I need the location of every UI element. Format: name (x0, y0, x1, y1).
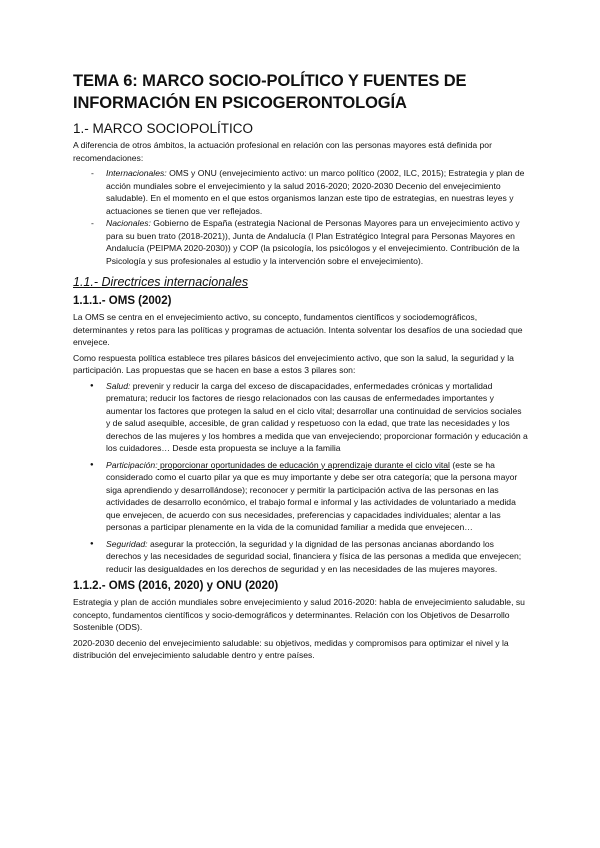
pillars-list (73, 380, 528, 576)
section-intro: A diferencia de otros ámbitos, la actuación profesional en relación con las personas mayores está definida por recomendaciones: (73, 140, 492, 163)
item-underlined-text: proporcionar oportunidades de educación y aprendizaje durante el ciclo vital (157, 459, 450, 470)
heading-oms-2002: 1.1.1.- OMS (2002) (73, 295, 172, 307)
list-item-seguridad (73, 538, 528, 576)
list-item-nacionales (73, 217, 528, 267)
paragraph: 2020-2030 decenio del envejecimiento saludable: su objetivos, medidas y compromisos para optimizar el nivel y la distribución del envejecimiento saludable dentro y entre países. (73, 637, 509, 660)
paragraph: Como respuesta política establece tres pilares básicos del envejecimiento activo, que son la salud, la seguridad y la participación. Las propuestas que se hacen en base a estos 3 pilares son: (73, 352, 514, 375)
recommendations-list (73, 167, 528, 267)
item-text: Gobierno de España (estrategia Nacional de Personas Mayores para un envejecimiento activo y para su buen trato (2018-2021)), Junta de Andalucía (I Plan Estratégico Integral para Personas Mayores en Andalucía (PEIPMA 2020-2030)) y COP (la psicología, los psicólogos y el envejecimiento. Contribución de la Psicología y sus profesionales al estudio y la intervención sobre el envejecimiento). (106, 218, 520, 266)
document-title: TEMA 6: MARCO SOCIO-POLÍTICO Y FUENTES DE INFORMACIÓN EN PSICOGERONTOLOGÍA (73, 72, 467, 112)
document-page (73, 70, 528, 665)
item-text: asegurar la protección, la seguridad y la dignidad de las personas ancianas abordando los derechos y las necesidades de seguridad social, financiera y física de las personas a medida que envejecen; reducir las desigualdades en los derechos de seguridad y en las necesidades de las mujeres mayores. (106, 538, 522, 574)
item-text: (este se ha considerado como el cuarto pilar ya que es muy importante y debe ser otra categoría; que la persona mayor siga aprendiendo y desarrollándose); reconocer y permitir la participación activa de las personas en las actividades de desarrollo económico, el trabajo formal e informal y las actividades de voluntariado a medida que envejecen, de acuerdo con sus necesidades, preferencias y capacidades individuales; alentar a las personas a participar plenamente en la vida de la comunidad familiar a medida que envejecen… (106, 459, 518, 532)
heading-oms-onu-2020: 1.1.2.- OMS (2016, 2020) y ONU (2020) (73, 580, 279, 592)
item-text: prevenir y reducir la carga del exceso de discapacidades, enfermedades crónicas y mortalidad prematura; reducir los factores de riesgo relacionados con las causas de enfermedades importantes y aumentar los factores que protegen la salud en el ciclo vital; desarrollar una continuidad de servicios sociales y de salud asequible, accesible, de gran calidad y respetuoso con la edad, que trate las necesidades y los derechos de las mujeres y los hombres a medida que van envejeciendo; proporcionar formación y educación a los cuidadores… Desde esta propuesta se incluye a la familia (106, 380, 528, 453)
item-label: Salud: (106, 380, 131, 391)
section-heading-marco: 1.- MARCO SOCIOPOLÍTICO (73, 121, 254, 136)
paragraph: Estrategia y plan de acción mundiales sobre envejecimiento y salud 2016-2020: habla de envejecimiento saludable, su concepto, fundamentos científicos y socio-demográficos y determinantes. Relación con los Objetivos de Desarrollo Sostenible (ODS). (73, 597, 525, 632)
list-item-salud (73, 380, 528, 455)
subsection-heading-directrices: 1.1.- Directrices internacionales (73, 275, 249, 289)
paragraph: La OMS se centra en el envejecimiento activo, su concepto, fundamentos científicos y sociodemográficos, determinantes y retos para las políticas y programas de actuación. Intenta solventar los desafíos de una sociedad que envejece. (73, 312, 523, 347)
item-label: Nacionales: (106, 218, 151, 228)
item-label: Participación: (106, 459, 158, 470)
item-label: Seguridad: (106, 538, 148, 549)
item-text: OMS y ONU (envejecimiento activo: un marco político (2002, ILC, 2015); Estrategia y plan de acción mundiales sobre el envejecimiento y la salud 2016-2020; 2020-2030 Decenio del envejecimiento saludable). En el momento en el que estos organismos lanzan este tipo de estrategias, en nuestras leyes y actuaciones se tienen que ver reflejados. (106, 168, 525, 216)
list-item-participacion (73, 459, 528, 534)
item-label: Internacionales: (106, 168, 167, 178)
list-item-internacionales (73, 167, 528, 217)
